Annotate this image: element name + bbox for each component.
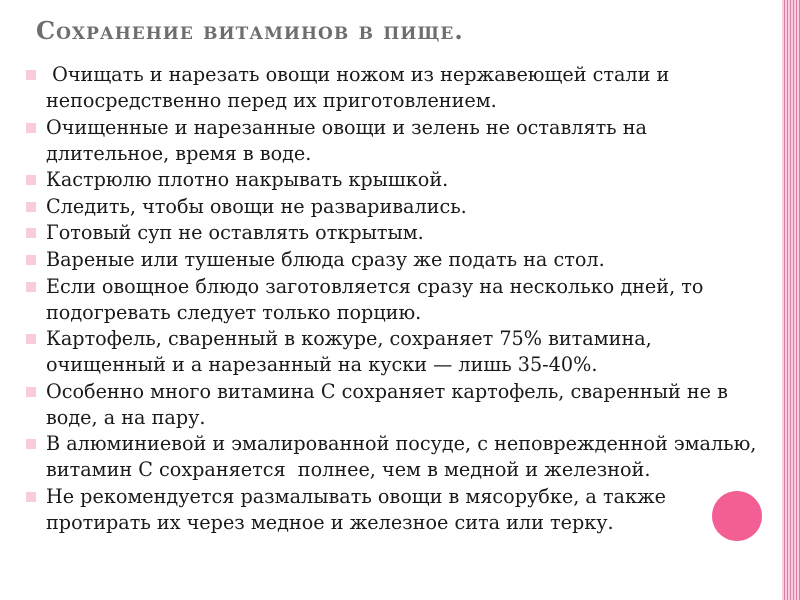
bullet-item (25, 62, 770, 114)
bullet-item (25, 167, 770, 193)
bullet-text: Особенно много витамина С сохраняет картофель, сваренный не в воде, а на пару. (46, 379, 735, 429)
decorative-circle (712, 491, 762, 541)
square-bullet-icon (26, 439, 36, 449)
bullet-item (25, 431, 770, 483)
bullet-item (25, 326, 770, 378)
bullet-item (25, 274, 770, 326)
bullet-item (25, 484, 770, 536)
decorative-stripes (782, 0, 800, 600)
bullet-item (25, 379, 770, 431)
bullet-item (25, 220, 770, 246)
bullet-text: В алюминиевой и эмалированной посуде, с неповрежденной эмалью, витамин С сохраняется полнее, чем в медной и железной. (46, 432, 763, 482)
bullet-text: Не рекомендуется размалывать овощи в мясорубке, а также протирать их через медное и железное сита или терку. (46, 484, 673, 534)
square-bullet-icon (26, 387, 36, 397)
bullet-text: Очищенные и нарезанные овощи и зелень не оставлять на длительное, время в воде. (46, 115, 654, 165)
square-bullet-icon (26, 70, 36, 80)
bullet-text: Следить, чтобы овощи не разваривались. (46, 194, 467, 218)
bullet-text: Если овощное блюдо заготовляется сразу на несколько дней, то подогревать следует только порцию. (46, 274, 710, 324)
square-bullet-icon (26, 282, 36, 292)
square-bullet-icon (26, 175, 36, 185)
bullet-text: Очищать и нарезать овощи ножом из нержавеющей стали и непосредственно перед их приготовлением. (46, 63, 676, 112)
bullet-text: Готовый суп не оставлять открытым. (46, 221, 424, 245)
square-bullet-icon (26, 123, 36, 133)
square-bullet-icon (26, 228, 36, 238)
square-bullet-icon (26, 492, 36, 502)
bullet-text: Вареные или тушеные блюда сразу же подать на стол. (46, 247, 605, 271)
square-bullet-icon (26, 255, 36, 265)
slide-title: Сохранение витаминов в пище. (36, 16, 464, 45)
bullet-list (25, 62, 770, 537)
bullet-item (25, 194, 770, 220)
bullet-text: Картофель, сваренный в кожуре, сохраняет 75% витамина, очищенный и а нарезанный на куски — лишь 35-40%. (46, 327, 658, 377)
bullet-item (25, 247, 770, 273)
square-bullet-icon (26, 334, 36, 344)
bullet-item (25, 115, 770, 167)
square-bullet-icon (26, 202, 36, 212)
bullet-text: Кастрюлю плотно накрывать крышкой. (46, 168, 449, 192)
